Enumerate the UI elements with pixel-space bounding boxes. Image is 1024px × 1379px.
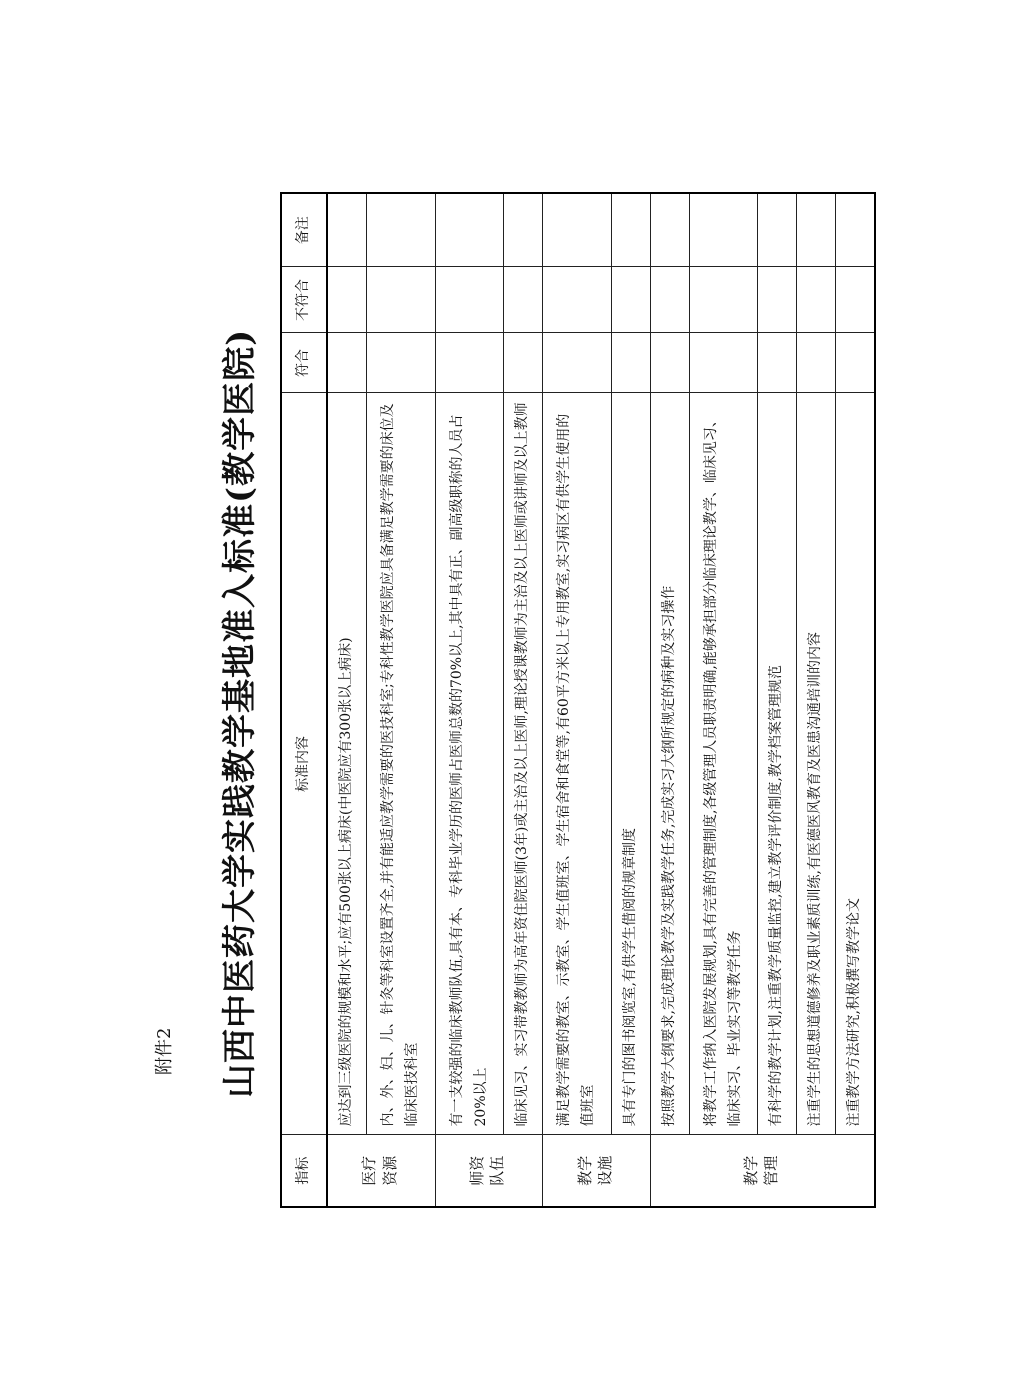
remark-cell[interactable] [650,193,689,267]
remark-cell[interactable] [543,193,612,267]
document-title: 山西中医药大学实践教学基地准入标准(教学医院) [220,328,260,1098]
conform-cell[interactable] [327,333,366,393]
remark-cell[interactable] [612,193,651,267]
conform-cell[interactable] [504,333,543,393]
conform-cell[interactable] [366,333,435,393]
remark-cell[interactable] [327,193,366,267]
standard-content: 有一支较强的临床教师队伍,具有本、专科毕业学历的医师占医师总数的70%以上,其中具有正、副高级职称的人员占20%以上 [435,393,504,1135]
standards-table [280,192,876,1208]
nonconform-cell[interactable] [327,267,366,333]
header-nonconform: 不符合 [281,267,327,333]
standard-content: 内、外、妇、儿、针灸等科室设置齐全,并有能适应教学需要的医技科室;专科性教学医院应具备满足教学需要的床位及临床医技科室 [366,393,435,1135]
table-row [650,193,689,1207]
attachment-label: 附件2 [154,1027,175,1075]
category-teaching-management: 教学管理 [650,1135,875,1207]
standard-content: 应达到三级医院的规模和水平;应有500张以上病床(中医院应有300张以上病床) [327,393,366,1135]
nonconform-cell[interactable] [435,267,504,333]
standard-content: 注重教学方法研究,积极撰写教学论文 [836,393,875,1135]
remark-cell[interactable] [366,193,435,267]
remark-cell[interactable] [836,193,875,267]
remark-cell[interactable] [758,193,797,267]
table-row [758,193,797,1207]
table-row [504,193,543,1207]
standard-content: 将教学工作纳入医院发展规划,具有完善的管理制度,各级管理人员职责明确,能够承担部分临床理论教学、临床见习、临床实习、毕业实习等教学任务 [689,393,758,1135]
table-row [836,193,875,1207]
standard-content: 按照教学大纲要求,完成理论教学及实践教学任务,完成实习大纲所规定的病种及实习操作 [650,393,689,1135]
standard-content: 注重学生的思想道德修养及职业素质训练,有医德医风教育及医患沟通培训的内容 [797,393,836,1135]
nonconform-cell[interactable] [366,267,435,333]
nonconform-cell[interactable] [543,267,612,333]
conform-cell[interactable] [650,333,689,393]
header-remark: 备注 [281,193,327,267]
conform-cell[interactable] [435,333,504,393]
nonconform-cell[interactable] [758,267,797,333]
remark-cell[interactable] [797,193,836,267]
category-medical-resources: 医疗资源 [327,1135,435,1207]
category-facilities: 教学设施 [543,1135,651,1207]
standards-table-wrapper [280,194,876,1208]
table-header-row [281,193,327,1207]
nonconform-cell[interactable] [612,267,651,333]
remark-cell[interactable] [689,193,758,267]
nonconform-cell[interactable] [797,267,836,333]
table-row [327,193,366,1207]
nonconform-cell[interactable] [689,267,758,333]
conform-cell[interactable] [543,333,612,393]
nonconform-cell[interactable] [650,267,689,333]
nonconform-cell[interactable] [504,267,543,333]
table-row [366,193,435,1207]
remark-cell[interactable] [504,193,543,267]
conform-cell[interactable] [797,333,836,393]
standard-content: 临床见习、实习带教教师为高年资住院医师(3年)或主治及以上医师,理论授课教师为主治及以上医师或讲师及以上教师 [504,393,543,1135]
category-faculty: 师资队伍 [435,1135,543,1207]
conform-cell[interactable] [612,333,651,393]
header-content: 标准内容 [281,393,327,1135]
nonconform-cell[interactable] [836,267,875,333]
header-conform: 符合 [281,333,327,393]
standard-content: 有科学的教学计划,注重教学质量监控,建立教学评价制度,教学档案管理规范 [758,393,797,1135]
table-row [435,193,504,1207]
table-row [612,193,651,1207]
table-row [543,193,612,1207]
remark-cell[interactable] [435,193,504,267]
standard-content: 具有专门的图书阅览室,有供学生借阅的规章制度 [612,393,651,1135]
header-indicator: 指标 [281,1135,327,1207]
conform-cell[interactable] [689,333,758,393]
standard-content: 满足教学需要的教室、示教室、学生值班室、学生宿舍和食堂等,有60平方米以上专用教室,实习病区有供学生使用的值班室 [543,393,612,1135]
table-row [797,193,836,1207]
conform-cell[interactable] [836,333,875,393]
conform-cell[interactable] [758,333,797,393]
table-row [689,193,758,1207]
